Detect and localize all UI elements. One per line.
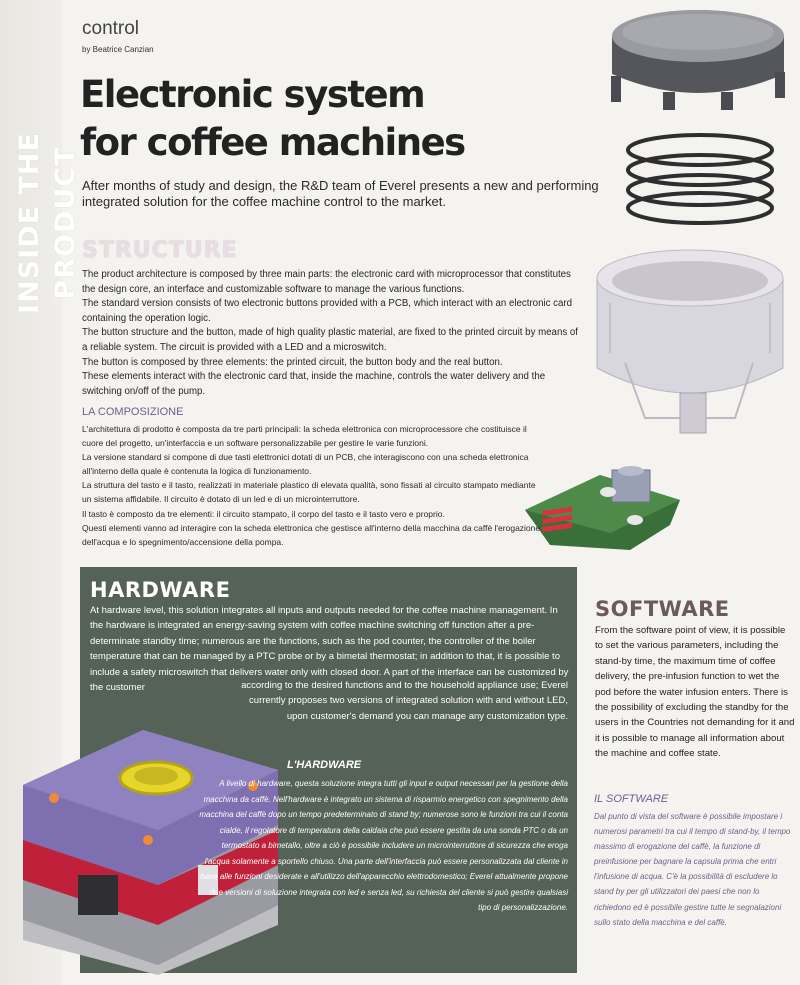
software-body: From the software point of view, it is possible to set the various parameters, including the stand-by time, the maximum time of coffee delivery, the pre-infusion function to wet the pod before the water infusion enters. There is the possibility of excluding the standby for the users in the Countries not demanding for it and it is possible to manage all information about the machine and coffee state. xyxy=(595,625,795,760)
page-title-line-2: for coffee machines xyxy=(80,121,465,164)
software-it-body: Dal punto di vista del software è possibile impostare i numerosi parametri tra cui il tempo di stand-by, il tempo massimo di erogazione del caffè, la funzione di preinfusione per bagnare la capsula prima che entri l'infusione di acqua. C'è la possibilità di escludere lo stand by per gli utilizzatori dei paesi che non lo richiedono ed è possibile gestire tutte le segnalazioni sullo stato della macchina e del caffè. xyxy=(594,812,791,927)
composizione-paragraph: Il tasto è composto da tre elementi: il circuito stampato, il corpo del tasto e il tasto vero e proprio. xyxy=(82,508,445,519)
structure-body xyxy=(82,268,582,399)
page-title-line-1: Electronic system xyxy=(80,73,425,116)
software-it-heading: IL SOFTWARE xyxy=(594,793,669,805)
hardware-it-heading: L'HARDWARE xyxy=(287,759,362,771)
section-label: control xyxy=(82,18,140,39)
structure-paragraph: The product architecture is composed by three main parts: the electronic card with microprocessor that constitutes the design core, an interface and customizable software to manage the various functions. xyxy=(82,269,571,295)
composizione-paragraph: Questi elementi vanno ad interagire con la scheda elettronica che gestisce all'interno della macchina da caffè l'erogazione dell'acqua e lo spegnimento/accensione della pompa. xyxy=(82,522,541,547)
hardware-it-body: A livello di hardware, questa soluzione integra tutti gli input e output necessari per la gestione della macchina da caffè. Nell'hardware è integrato un sistema di risparmio energetico con spegnimento della macchina del caffè dopo un tempo predeterminato di stand by; numerose sono le funzioni tra cui il conta cialde, il regolatore di temperatura della caldaia che può essere gestita da una sonda PTC o da un termostato a bimetallo, oltre a ciò è possibile includere un microinterruttore di sicurezza che eroga l'acqua solamente a sportello chiuso. Una parte dell'interfaccia può essere personalizzata dal cliente in base alle funzioni desiderate e all'utilizzo dell'apparecchio elettrodomestico; Everel attualmente propone due versioni di soluzione integrata con led e senza led, su richiesta del cliente si può gestire qualsiasi tipo di personalizzazione. xyxy=(199,779,568,912)
composizione-body xyxy=(82,422,542,549)
composizione-paragraph: L'architettura di prodotto è composta da tre parti principali: la scheda elettronica con microprocessore che costituisce il cuore del progetto, un'interfaccia e un software personalizzabile per gestire le varie funzioni. xyxy=(82,424,527,449)
button-body-illustration xyxy=(585,243,795,443)
hardware-heading: HARDWARE xyxy=(90,578,231,602)
structure-heading: STRUCTURE xyxy=(82,238,238,263)
composizione-paragraph: La versione standard si compone di due tasti elettronici dotati di un PCB, che interagiscono con una scheda elettronica all'interno della quale è contenuta la logica di funzionamento. xyxy=(82,452,529,477)
button-cap-illustration xyxy=(603,4,793,114)
hardware-body-2: according to the desired functions and to the household appliance use; Everel currently proposes two versions of integrated solution with and without LED, upon customer's demand you can manage any customization type. xyxy=(241,680,568,722)
hardware-body-1: At hardware level, this solution integrates all inputs and outputs needed for the coffee machine management. In the hardware is integrated an energy-saving system with coffee machine switching off function after a pre-determinate standby time; numerous are the functions, such as the pod counter, the controller of the boiler temperature that can be managed by a PTC probe or by a bimetal thermostat; in addition to that, it is possible to include a safety microswitch that delivers water only with closed door. A part of the interface can be customized by the customer xyxy=(90,605,569,694)
software-heading: SOFTWARE xyxy=(595,597,730,621)
composizione-heading: LA COMPOSIZIONE xyxy=(82,406,184,418)
structure-paragraph: The standard version consists of two electronic buttons provided with a PCB, which interact with an electronic card containing the operation logic. xyxy=(82,298,572,324)
structure-paragraph: The button structure and the button, made of high quality plastic material, are fixed to the printed circuit by means of a reliable system. The circuit is provided with a LED and a microswitch. xyxy=(82,327,578,353)
byline: by Beatrice Canzian xyxy=(82,45,154,54)
structure-paragraph: These elements interact with the electronic card that, inside the machine, controls the water delivery and the switching on/off of the pump. xyxy=(82,371,546,397)
spring-illustration xyxy=(620,128,780,228)
pcb-button-illustration xyxy=(520,445,685,555)
composizione-paragraph: La struttura del tasto e il tasto, realizzati in materiale plastico di elevata qualità, sono fissati al circuito stampato mediante un sistema affidabile. Il circuito è dotato di un led e di un microinterruttore. xyxy=(82,480,536,505)
structure-paragraph: The button is composed by three elements: the printed circuit, the button body and the real button. xyxy=(82,356,503,368)
side-label: INSIDE THE PRODUCT xyxy=(14,132,81,314)
intro-paragraph: After months of study and design, the R&D team of Everel presents a new and performing integrated solution for the coffee machine control to the market. xyxy=(82,178,599,209)
